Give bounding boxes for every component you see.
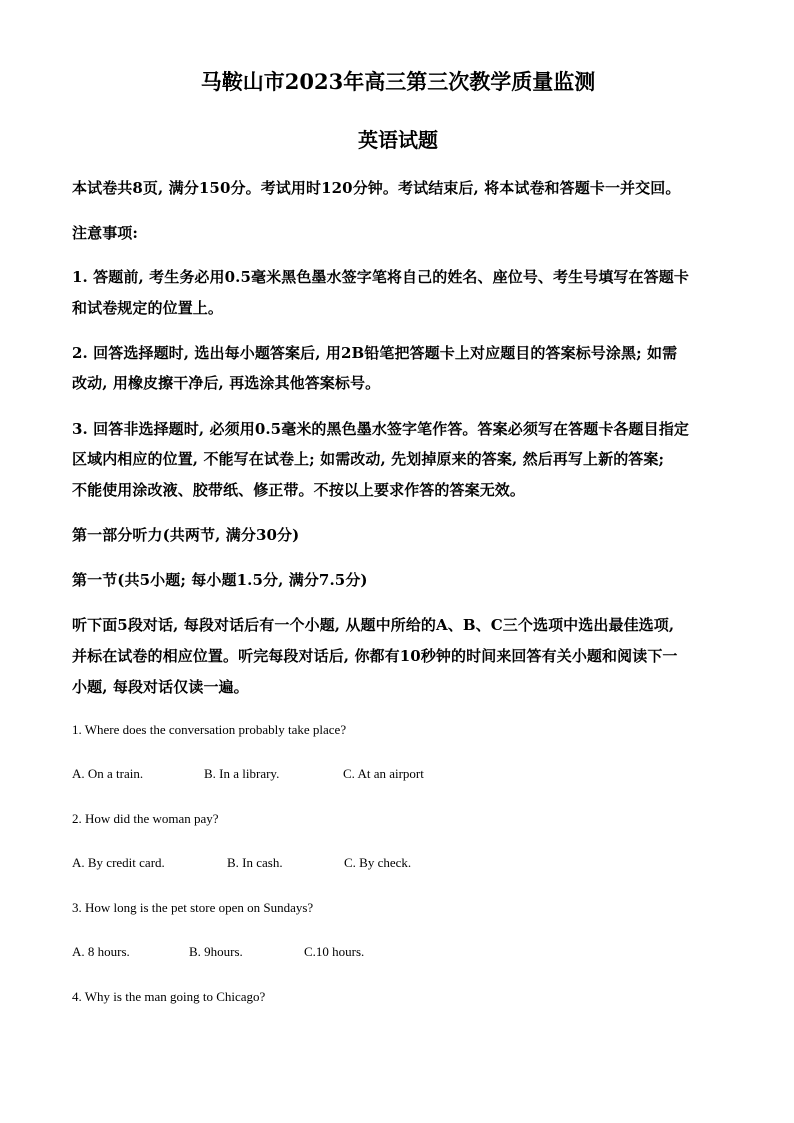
- note-3-line-1: 3. 回答非选择题时, 必须用0.5毫米的黑色墨水签字笔作答。答案必须写在答题卡各题目指定: [72, 420, 689, 438]
- q1-option-c: C. At an airport: [343, 766, 424, 781]
- q1-option-a: A. On a train.: [72, 766, 144, 781]
- section1-heading: 第一节(共5小题; 每小题1.5分, 满分7.5分): [72, 571, 368, 589]
- exam-title: 马鞍山市2023年高三第三次教学质量监测: [200, 69, 596, 94]
- q1-option-b: B. In a library.: [204, 766, 280, 781]
- exam-subtitle: 英语试题: [358, 128, 438, 152]
- note-2-line-1: 2. 回答选择题时, 选出每小题答案后, 用2B铅笔把答题卡上对应题目的答案标号涂黑; 如需: [72, 344, 678, 362]
- notes-heading: 注意事项:: [72, 224, 139, 242]
- q2-option-c: C. By check.: [344, 855, 412, 870]
- question-2: 2. How did the woman pay?: [72, 811, 219, 826]
- note-3-line-2: 区域内相应的位置, 不能写在试卷上; 如需改动, 先划掉原来的答案, 然后再写上新的答案;: [72, 450, 665, 468]
- intro-text: 本试卷共8页, 满分150分。考试用时120分钟。考试结束后, 将本试卷和答题卡一并交回。: [72, 179, 681, 197]
- directions-line-1: 听下面5段对话, 每段对话后有一个小题, 从题中所给的A、B、C三个选项中选出最佳选项,: [72, 616, 675, 634]
- q3-option-b: B. 9hours.: [189, 944, 243, 959]
- q3-option-a: A. 8 hours.: [72, 944, 130, 959]
- note-3-line-3: 不能使用涂改液、胶带纸、修正带。不按以上要求作答的答案无效。: [72, 481, 526, 499]
- q2-option-b: B. In cash.: [227, 855, 283, 870]
- directions-line-2: 并标在试卷的相应位置。听完每段对话后, 你都有10秒钟的时间来回答有关小题和阅读下一: [72, 647, 678, 665]
- q2-option-a: A. By credit card.: [72, 855, 165, 870]
- question-3: 3. How long is the pet store open on Sundays?: [72, 900, 314, 915]
- note-2-line-2: 改动, 用橡皮擦干净后, 再选涂其他答案标号。: [72, 374, 381, 392]
- directions-line-3: 小题, 每段对话仅读一遍。: [72, 678, 249, 696]
- question-4: 4. Why is the man going to Chicago?: [72, 989, 266, 1004]
- question-1: 1. Where does the conversation probably take place?: [72, 722, 347, 737]
- q3-option-c: C.10 hours.: [304, 944, 365, 959]
- part1-heading: 第一部分听力(共两节, 满分30分): [72, 526, 300, 544]
- note-1-line-2: 和试卷规定的位置上。: [72, 299, 224, 317]
- note-1-line-1: 1. 答题前, 考生务必用0.5毫米黑色墨水签字笔将自己的姓名、座位号、考生号填写在答题卡: [72, 268, 689, 286]
